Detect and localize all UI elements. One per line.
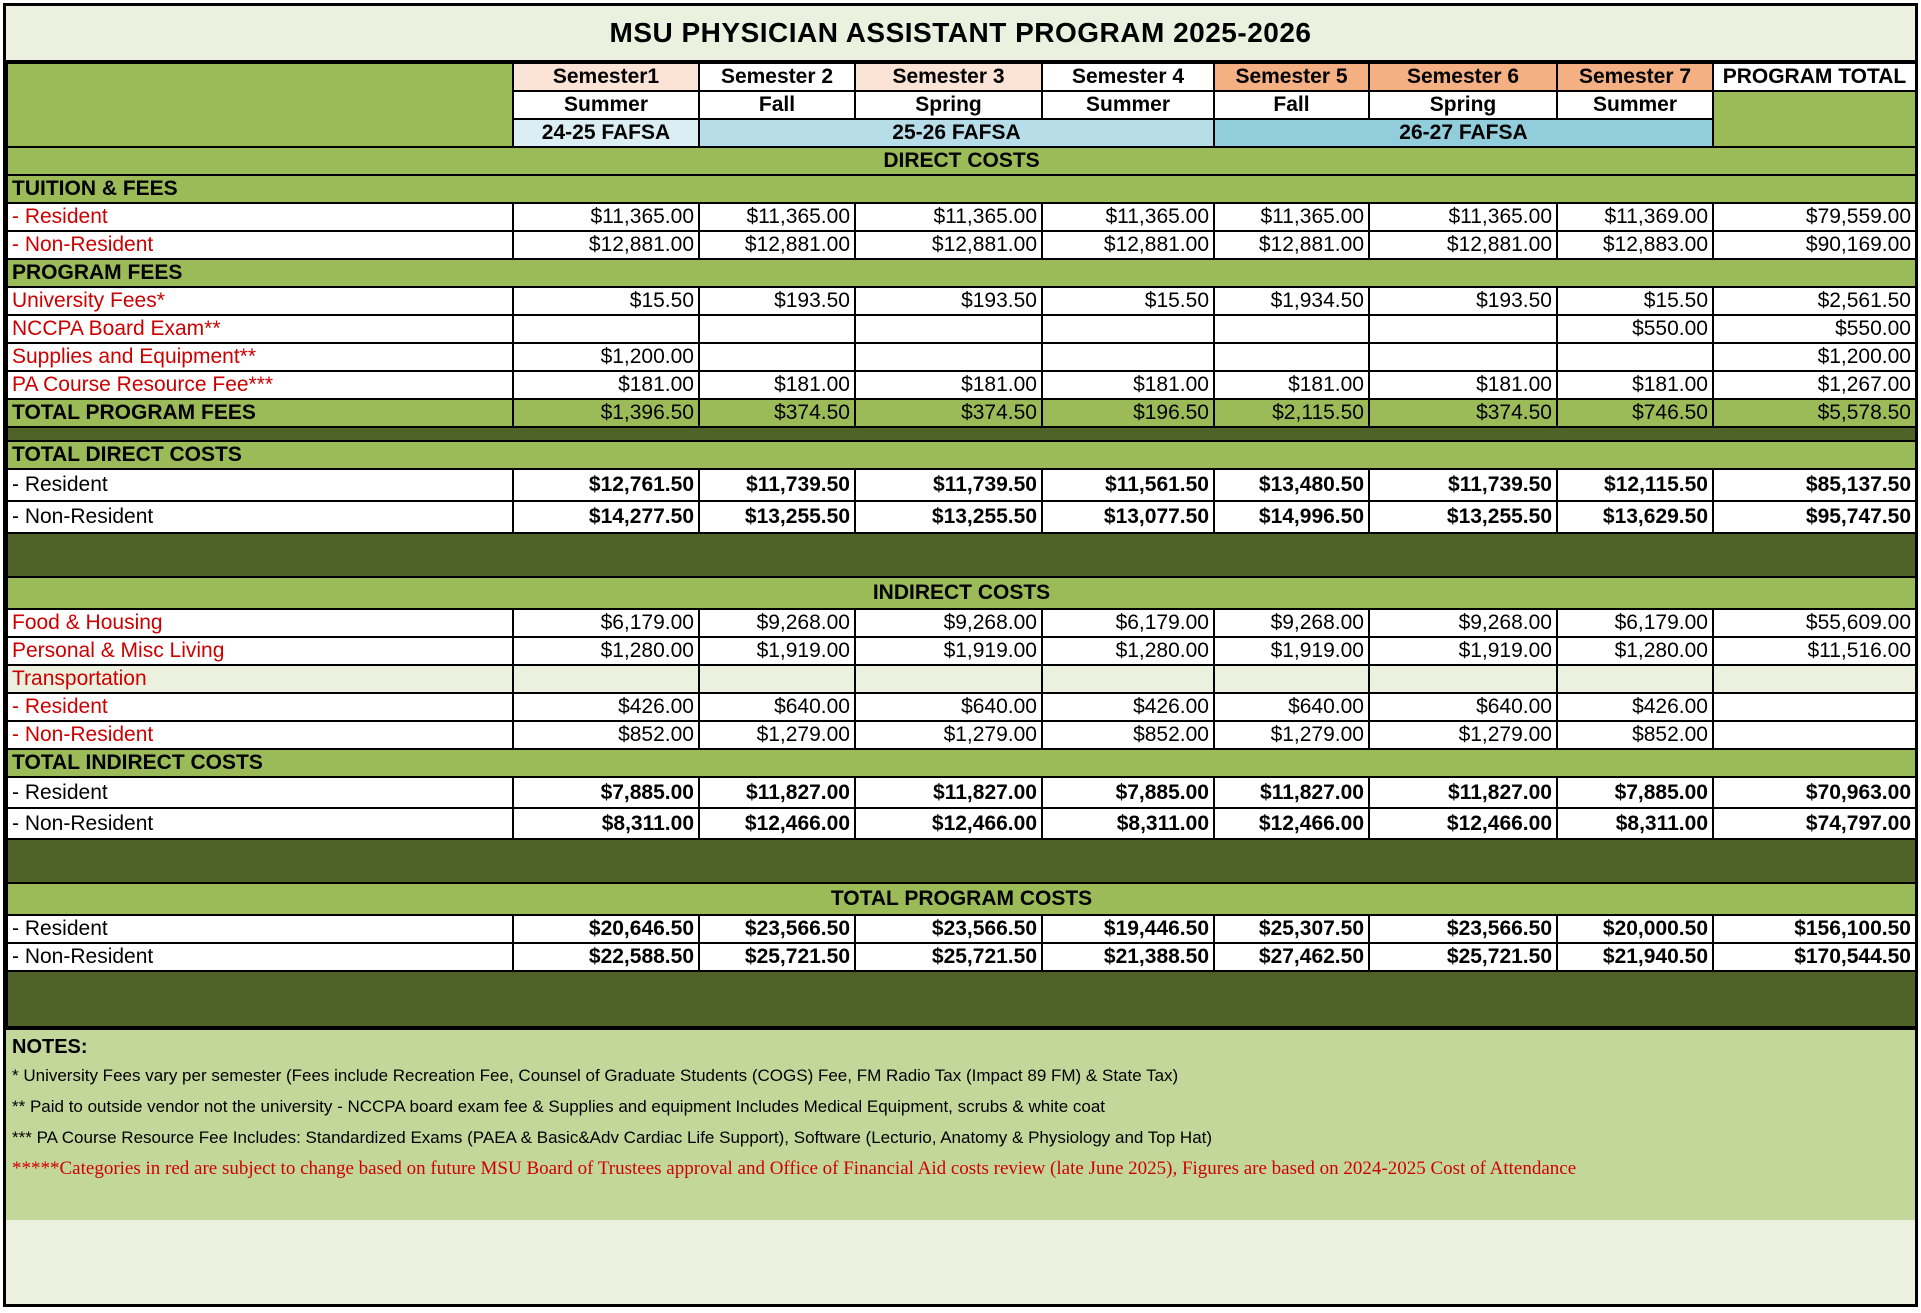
program-total-cell: $550.00 bbox=[1713, 315, 1916, 343]
semester-5-cell: $9,268.00 bbox=[1214, 609, 1369, 637]
semester-6-cell: $12,881.00 bbox=[1369, 231, 1557, 259]
semester-1-cell: $20,646.50 bbox=[513, 915, 699, 943]
semester-7-cell: $21,940.50 bbox=[1557, 943, 1713, 971]
semester-1-cell: $1,200.00 bbox=[513, 343, 699, 371]
total-indirect-costs-heading-row bbox=[7, 749, 1916, 777]
term-2: Fall bbox=[699, 91, 855, 119]
semester-4-cell: $6,179.00 bbox=[1042, 609, 1214, 637]
program-total-cell: $70,963.00 bbox=[1713, 777, 1916, 808]
program-total-blank bbox=[1713, 91, 1916, 147]
term-6: Spring bbox=[1369, 91, 1557, 119]
semester-2-header: Semester 2 bbox=[699, 63, 855, 91]
note-line-2: ** Paid to outside vendor not the university - NCCPA board exam fee & Supplies and equipment Includes Medical Equipment, scrubs & white coat bbox=[12, 1097, 1106, 1116]
program-total-cell: $95,747.50 bbox=[1713, 501, 1916, 533]
empty-cell bbox=[1369, 665, 1557, 693]
semester-1-cell: $6,179.00 bbox=[513, 609, 699, 637]
semester-4-cell bbox=[1042, 343, 1214, 371]
row-label: - Non-Resident bbox=[7, 721, 513, 749]
program-total-cell: $85,137.50 bbox=[1713, 469, 1916, 501]
transportation-label-row bbox=[7, 665, 1916, 693]
semester-4-cell: $1,280.00 bbox=[1042, 637, 1214, 665]
term-4: Summer bbox=[1042, 91, 1214, 119]
semester-3-cell: $193.50 bbox=[855, 287, 1042, 315]
row-label: - Non-Resident bbox=[7, 501, 513, 533]
program-fees-heading: PROGRAM FEES bbox=[7, 259, 1916, 287]
empty-cell bbox=[1214, 665, 1369, 693]
total-program-row bbox=[7, 943, 1916, 971]
note-line-3: *** PA Course Resource Fee Includes: Standardized Exams (PAEA & Basic&Adv Cardiac Life Support), Software (Lecturio, Anatomy & Physiology and Top Hat) bbox=[12, 1128, 1213, 1147]
row-label: PA Course Resource Fee*** bbox=[7, 371, 513, 399]
semester-1-cell: $12,881.00 bbox=[513, 231, 699, 259]
semester-4-cell: $196.50 bbox=[1042, 399, 1214, 427]
total-program-row bbox=[7, 915, 1916, 943]
row-label: Personal & Misc Living bbox=[7, 637, 513, 665]
transportation-label: Transportation bbox=[7, 665, 513, 693]
row-label: University Fees* bbox=[7, 287, 513, 315]
semester-7-cell: $1,280.00 bbox=[1557, 637, 1713, 665]
semester-2-cell: $9,268.00 bbox=[699, 609, 855, 637]
semester-3-cell: $25,721.50 bbox=[855, 943, 1042, 971]
program-total-cell: $90,169.00 bbox=[1713, 231, 1916, 259]
program-total-cell: $79,559.00 bbox=[1713, 203, 1916, 231]
semester-5-cell: $25,307.50 bbox=[1214, 915, 1369, 943]
semester-5-cell: $12,466.00 bbox=[1214, 808, 1369, 839]
semester-5-cell: $13,480.50 bbox=[1214, 469, 1369, 501]
semester-1-cell: $8,311.00 bbox=[513, 808, 699, 839]
semester-5-cell: $1,919.00 bbox=[1214, 637, 1369, 665]
program-total-cell bbox=[1713, 721, 1916, 749]
semester-3-cell: $12,466.00 bbox=[855, 808, 1042, 839]
semester-4-cell: $11,561.50 bbox=[1042, 469, 1214, 501]
semester-7-cell: $20,000.50 bbox=[1557, 915, 1713, 943]
semester-5-cell: $11,827.00 bbox=[1214, 777, 1369, 808]
spacer-dark-4 bbox=[7, 971, 1916, 1027]
fafsa-25-26: 25-26 FAFSA bbox=[699, 119, 1214, 147]
tuition-row bbox=[7, 231, 1916, 259]
row-label: Supplies and Equipment** bbox=[7, 343, 513, 371]
semester-5-cell bbox=[1214, 315, 1369, 343]
semester-7-cell: $8,311.00 bbox=[1557, 808, 1713, 839]
semester-4-cell: $181.00 bbox=[1042, 371, 1214, 399]
semester-4-header: Semester 4 bbox=[1042, 63, 1214, 91]
semester-3-cell: $181.00 bbox=[855, 371, 1042, 399]
program-total-cell: $74,797.00 bbox=[1713, 808, 1916, 839]
fee-row bbox=[7, 287, 1916, 315]
row-label: - Resident bbox=[7, 915, 513, 943]
semester-1-cell: $1,396.50 bbox=[513, 399, 699, 427]
term-7: Summer bbox=[1557, 91, 1713, 119]
program-total-cell: $2,561.50 bbox=[1713, 287, 1916, 315]
semester-2-cell: $193.50 bbox=[699, 287, 855, 315]
program-total-cell: $1,200.00 bbox=[1713, 343, 1916, 371]
page-title: MSU PHYSICIAN ASSISTANT PROGRAM 2025-2026 bbox=[6, 6, 1915, 62]
header-blank-cell bbox=[7, 63, 513, 147]
semester-7-cell: $852.00 bbox=[1557, 721, 1713, 749]
semester-4-cell bbox=[1042, 315, 1214, 343]
empty-cell bbox=[1557, 665, 1713, 693]
row-label: - Resident bbox=[7, 469, 513, 501]
total-program-fees-row bbox=[7, 399, 1916, 427]
notes-section bbox=[6, 1028, 1915, 1220]
semester-7-cell: $11,369.00 bbox=[1557, 203, 1713, 231]
row-label: - Resident bbox=[7, 777, 513, 808]
semester-3-cell: $9,268.00 bbox=[855, 609, 1042, 637]
spacer-dark-2-row bbox=[7, 533, 1916, 577]
semester-6-header: Semester 6 bbox=[1369, 63, 1557, 91]
semester-6-cell: $23,566.50 bbox=[1369, 915, 1557, 943]
semester-3-cell bbox=[855, 315, 1042, 343]
tuition-fees-heading-row bbox=[7, 175, 1916, 203]
semester-5-cell: $640.00 bbox=[1214, 693, 1369, 721]
semester-1-cell: $22,588.50 bbox=[513, 943, 699, 971]
total-indirect-row bbox=[7, 808, 1916, 839]
semester-1-cell: $852.00 bbox=[513, 721, 699, 749]
direct-costs-heading: DIRECT COSTS bbox=[7, 147, 1916, 175]
indirect-row bbox=[7, 609, 1916, 637]
semester-1-cell: $12,761.50 bbox=[513, 469, 699, 501]
semester-7-cell: $6,179.00 bbox=[1557, 609, 1713, 637]
semester-5-cell: $12,881.00 bbox=[1214, 231, 1369, 259]
semester-3-cell bbox=[855, 343, 1042, 371]
semester-7-cell: $550.00 bbox=[1557, 315, 1713, 343]
semester-6-cell: $25,721.50 bbox=[1369, 943, 1557, 971]
semester-2-cell: $11,739.50 bbox=[699, 469, 855, 501]
row-label: - Resident bbox=[7, 693, 513, 721]
semester-3-cell: $11,827.00 bbox=[855, 777, 1042, 808]
semester-5-cell: $14,996.50 bbox=[1214, 501, 1369, 533]
notes-heading: NOTES: bbox=[12, 1036, 88, 1058]
indirect-costs-heading-row bbox=[7, 577, 1916, 609]
direct-costs-heading-row bbox=[7, 147, 1916, 175]
cost-table bbox=[6, 62, 1917, 1028]
semester-6-cell: $11,365.00 bbox=[1369, 203, 1557, 231]
semester-2-cell: $12,881.00 bbox=[699, 231, 855, 259]
semester-7-cell bbox=[1557, 343, 1713, 371]
program-total-cell: $156,100.50 bbox=[1713, 915, 1916, 943]
empty-cell bbox=[1713, 665, 1916, 693]
program-total-cell: $11,516.00 bbox=[1713, 637, 1916, 665]
semester-3-cell: $11,739.50 bbox=[855, 469, 1042, 501]
indirect-row bbox=[7, 637, 1916, 665]
semester-6-cell bbox=[1369, 315, 1557, 343]
total-indirect-row bbox=[7, 777, 1916, 808]
row-label: Food & Housing bbox=[7, 609, 513, 637]
semester-2-cell: $1,919.00 bbox=[699, 637, 855, 665]
program-total-cell: $1,267.00 bbox=[1713, 371, 1916, 399]
fee-row bbox=[7, 371, 1916, 399]
program-total-header: PROGRAM TOTAL bbox=[1713, 63, 1916, 91]
row-label: NCCPA Board Exam** bbox=[7, 315, 513, 343]
semester-6-cell: $13,255.50 bbox=[1369, 501, 1557, 533]
semester-3-cell: $11,365.00 bbox=[855, 203, 1042, 231]
fafsa-26-27: 26-27 FAFSA bbox=[1214, 119, 1713, 147]
semester-1-cell: $426.00 bbox=[513, 693, 699, 721]
total-program-costs-heading: TOTAL PROGRAM COSTS bbox=[7, 883, 1916, 915]
semester-5-cell: $11,365.00 bbox=[1214, 203, 1369, 231]
semester-6-cell: $9,268.00 bbox=[1369, 609, 1557, 637]
term-1: Summer bbox=[513, 91, 699, 119]
empty-cell bbox=[1042, 665, 1214, 693]
semester-6-cell bbox=[1369, 343, 1557, 371]
row-label: - Resident bbox=[7, 203, 513, 231]
semester-1-cell: $1,280.00 bbox=[513, 637, 699, 665]
term-3: Spring bbox=[855, 91, 1042, 119]
semester-3-cell: $12,881.00 bbox=[855, 231, 1042, 259]
semester-2-cell: $11,827.00 bbox=[699, 777, 855, 808]
semester-1-cell: $15.50 bbox=[513, 287, 699, 315]
semester-6-cell: $1,279.00 bbox=[1369, 721, 1557, 749]
semester-7-header: Semester 7 bbox=[1557, 63, 1713, 91]
semester-6-cell: $374.50 bbox=[1369, 399, 1557, 427]
cost-table-body bbox=[7, 63, 1916, 1027]
semester-3-header: Semester 3 bbox=[855, 63, 1042, 91]
semester-1-cell: $14,277.50 bbox=[513, 501, 699, 533]
semester-4-cell: $11,365.00 bbox=[1042, 203, 1214, 231]
empty-cell bbox=[855, 665, 1042, 693]
semester-1-cell: $11,365.00 bbox=[513, 203, 699, 231]
semester-2-cell: $374.50 bbox=[699, 399, 855, 427]
total-direct-row bbox=[7, 501, 1916, 533]
note-line-1: * University Fees vary per semester (Fees include Recreation Fee, Counsel of Graduate Students (COGS) Fee, FM Radio Tax (Impact 89 FM) & State Tax) bbox=[12, 1066, 1179, 1085]
semester-6-cell: $11,739.50 bbox=[1369, 469, 1557, 501]
transport-row bbox=[7, 693, 1916, 721]
semester-1-cell bbox=[513, 315, 699, 343]
semester-2-cell: $13,255.50 bbox=[699, 501, 855, 533]
semester-4-cell: $15.50 bbox=[1042, 287, 1214, 315]
spacer-dark-1 bbox=[7, 427, 1916, 441]
program-total-cell bbox=[1713, 693, 1916, 721]
total-indirect-costs-heading: TOTAL INDIRECT COSTS bbox=[7, 749, 1916, 777]
semester-6-cell: $12,466.00 bbox=[1369, 808, 1557, 839]
row-label: - Non-Resident bbox=[7, 808, 513, 839]
semester-5-cell: $181.00 bbox=[1214, 371, 1369, 399]
semester-7-cell: $746.50 bbox=[1557, 399, 1713, 427]
semester-2-cell: $1,279.00 bbox=[699, 721, 855, 749]
semester-7-cell: $15.50 bbox=[1557, 287, 1713, 315]
semester-6-cell: $181.00 bbox=[1369, 371, 1557, 399]
cost-sheet bbox=[3, 3, 1918, 1307]
total-direct-row bbox=[7, 469, 1916, 501]
semester-2-cell: $640.00 bbox=[699, 693, 855, 721]
semester-5-header: Semester 5 bbox=[1214, 63, 1369, 91]
program-total-cell: $5,578.50 bbox=[1713, 399, 1916, 427]
semester-4-cell: $852.00 bbox=[1042, 721, 1214, 749]
semester-5-cell: $1,279.00 bbox=[1214, 721, 1369, 749]
semester-2-cell: $181.00 bbox=[699, 371, 855, 399]
row-label: TOTAL PROGRAM FEES bbox=[7, 399, 513, 427]
semester-2-cell bbox=[699, 315, 855, 343]
semester-6-cell: $640.00 bbox=[1369, 693, 1557, 721]
semester-3-cell: $374.50 bbox=[855, 399, 1042, 427]
semester-3-cell: $13,255.50 bbox=[855, 501, 1042, 533]
program-total-cell: $55,609.00 bbox=[1713, 609, 1916, 637]
spacer-dark-2 bbox=[7, 533, 1916, 577]
semester-5-cell: $2,115.50 bbox=[1214, 399, 1369, 427]
semester-7-cell: $13,629.50 bbox=[1557, 501, 1713, 533]
spacer-dark-1-row bbox=[7, 427, 1916, 441]
semester-1-header: Semester1 bbox=[513, 63, 699, 91]
semester-4-cell: $13,077.50 bbox=[1042, 501, 1214, 533]
semester-4-cell: $21,388.50 bbox=[1042, 943, 1214, 971]
spacer-dark-3 bbox=[7, 839, 1916, 883]
semester-3-cell: $23,566.50 bbox=[855, 915, 1042, 943]
spacer-dark-4-row bbox=[7, 971, 1916, 1027]
program-fees-heading-row bbox=[7, 259, 1916, 287]
empty-cell bbox=[699, 665, 855, 693]
spacer-dark-3-row bbox=[7, 839, 1916, 883]
semester-7-cell: $12,883.00 bbox=[1557, 231, 1713, 259]
row-label: - Non-Resident bbox=[7, 231, 513, 259]
total-program-costs-heading-row bbox=[7, 883, 1916, 915]
semester-4-cell: $426.00 bbox=[1042, 693, 1214, 721]
semester-2-cell bbox=[699, 343, 855, 371]
semester-4-cell: $12,881.00 bbox=[1042, 231, 1214, 259]
term-5: Fall bbox=[1214, 91, 1369, 119]
header-semester-row bbox=[7, 63, 1916, 91]
row-label: - Non-Resident bbox=[7, 943, 513, 971]
semester-7-cell: $7,885.00 bbox=[1557, 777, 1713, 808]
empty-cell bbox=[513, 665, 699, 693]
fafsa-24-25: 24-25 FAFSA bbox=[513, 119, 699, 147]
tuition-fees-heading: TUITION & FEES bbox=[7, 175, 1916, 203]
tuition-row bbox=[7, 203, 1916, 231]
semester-4-cell: $19,446.50 bbox=[1042, 915, 1214, 943]
note-red-disclaimer: *****Categories in red are subject to change based on future MSU Board of Trustees approval and Office of Financial Aid costs review (late June 2025), Figures are based on 2024-2025 Cost of Attendance bbox=[12, 1158, 1577, 1179]
semester-7-cell: $426.00 bbox=[1557, 693, 1713, 721]
semester-7-cell: $181.00 bbox=[1557, 371, 1713, 399]
program-total-cell: $170,544.50 bbox=[1713, 943, 1916, 971]
semester-1-cell: $7,885.00 bbox=[513, 777, 699, 808]
semester-1-cell: $181.00 bbox=[513, 371, 699, 399]
semester-4-cell: $7,885.00 bbox=[1042, 777, 1214, 808]
semester-6-cell: $11,827.00 bbox=[1369, 777, 1557, 808]
semester-6-cell: $1,919.00 bbox=[1369, 637, 1557, 665]
semester-2-cell: $12,466.00 bbox=[699, 808, 855, 839]
semester-6-cell: $193.50 bbox=[1369, 287, 1557, 315]
semester-3-cell: $1,279.00 bbox=[855, 721, 1042, 749]
semester-2-cell: $23,566.50 bbox=[699, 915, 855, 943]
semester-5-cell: $1,934.50 bbox=[1214, 287, 1369, 315]
semester-3-cell: $1,919.00 bbox=[855, 637, 1042, 665]
semester-4-cell: $8,311.00 bbox=[1042, 808, 1214, 839]
indirect-costs-heading: INDIRECT COSTS bbox=[7, 577, 1916, 609]
semester-5-cell bbox=[1214, 343, 1369, 371]
fee-row bbox=[7, 343, 1916, 371]
fee-row bbox=[7, 315, 1916, 343]
semester-2-cell: $11,365.00 bbox=[699, 203, 855, 231]
semester-7-cell: $12,115.50 bbox=[1557, 469, 1713, 501]
semester-2-cell: $25,721.50 bbox=[699, 943, 855, 971]
total-direct-costs-heading: TOTAL DIRECT COSTS bbox=[7, 441, 1916, 469]
transport-row bbox=[7, 721, 1916, 749]
total-direct-costs-heading-row bbox=[7, 441, 1916, 469]
semester-3-cell: $640.00 bbox=[855, 693, 1042, 721]
semester-5-cell: $27,462.50 bbox=[1214, 943, 1369, 971]
